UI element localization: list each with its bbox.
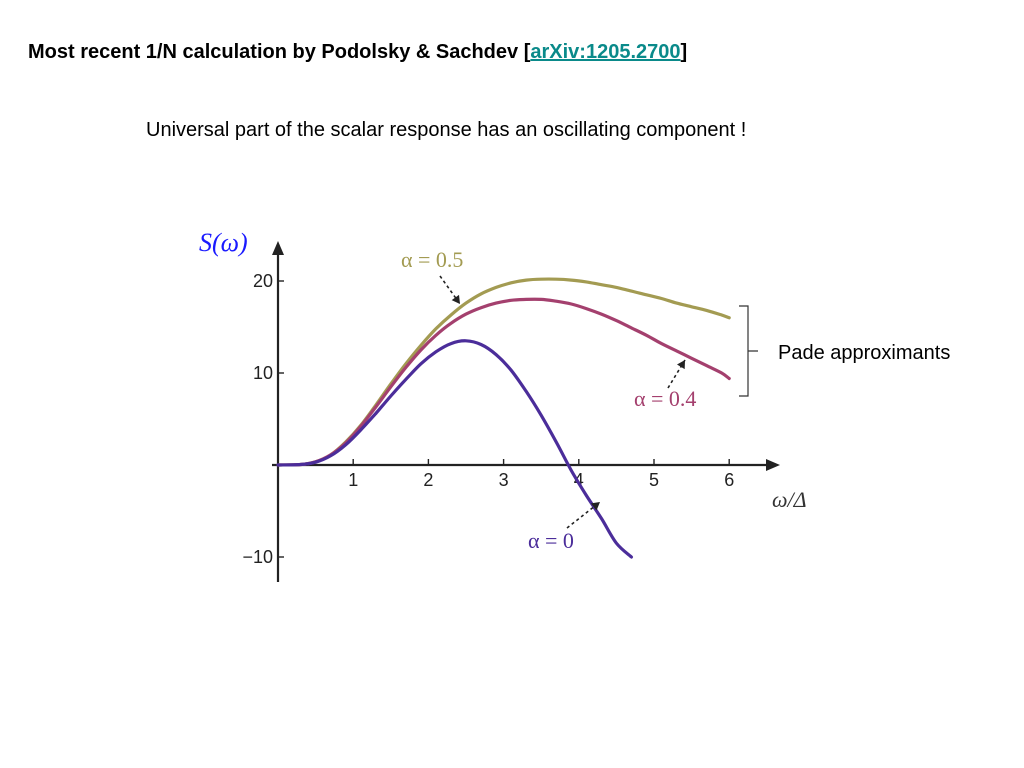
x-tick-label: 6 [724,470,735,490]
y-axis-arrow [272,241,284,255]
x-tick-label: 2 [423,470,434,490]
slide-subtitle: Universal part of the scalar response has an oscillating component ! [146,119,747,141]
chart-axes [199,228,807,582]
y-tick-label: −10 [242,547,273,567]
annotation-label-alpha-0: α = 0 [528,528,574,553]
pade-approximants-label: Pade approximants [778,342,951,364]
pade-bracket [739,306,758,396]
x-tick-label: 5 [648,470,660,490]
chart-series [278,279,729,557]
y-tick-label: 10 [252,363,273,383]
title-suffix: ] [680,41,688,63]
y-tick-label: 20 [252,271,273,291]
title-prefix: Most recent 1/N calculation by Podolsky & Sachdev [ [28,41,531,63]
annotation-arrowhead [452,295,460,304]
annotation-label-alpha-05: α = 0.5 [401,247,464,272]
x-axis-label: ω/Δ [772,487,807,512]
x-tick-label: 3 [498,470,509,490]
series-line-alpha-0 [278,341,631,557]
annotation-label-alpha-04: α = 0.4 [634,386,697,411]
x-tick-label: 4 [573,470,584,490]
arxiv-link[interactable]: arXiv:1205.2700 [530,41,681,63]
x-tick-label: 1 [348,470,359,490]
x-axis-arrow [766,459,780,471]
series-line-alpha-05 [278,279,729,465]
chart-annotations [401,247,696,553]
y-axis-label: S(ω) [199,228,248,257]
